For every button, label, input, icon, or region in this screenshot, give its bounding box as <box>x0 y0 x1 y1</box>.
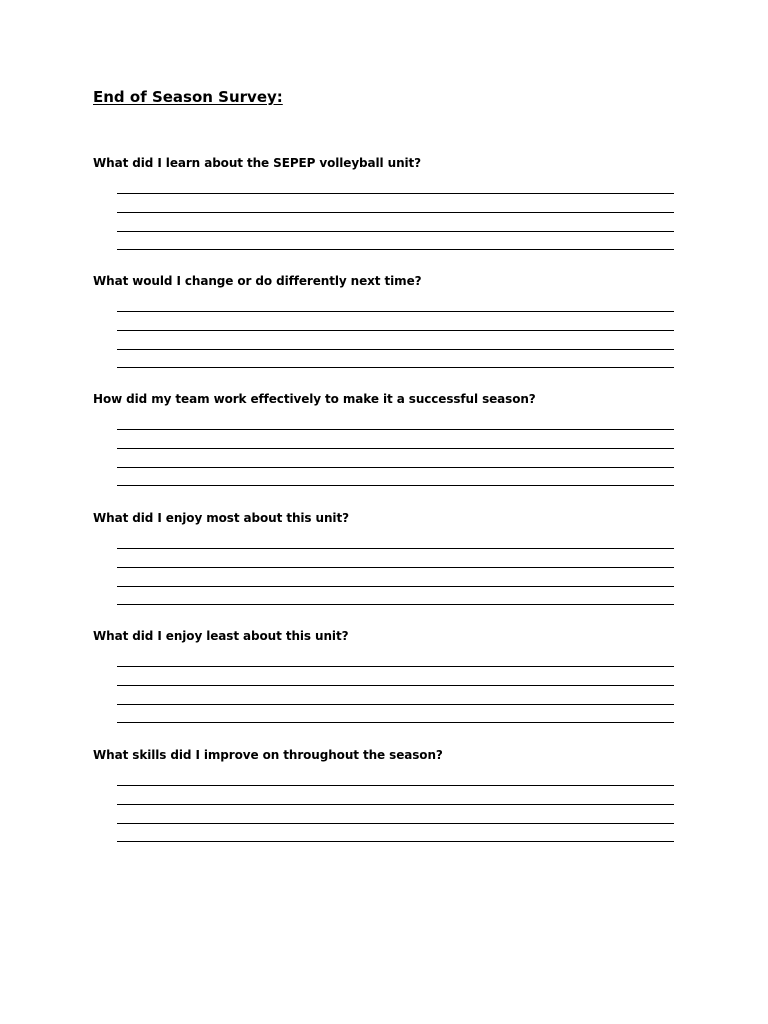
answer-line <box>117 429 674 430</box>
question-section-3 <box>0 392 768 502</box>
answer-line <box>117 685 674 686</box>
answer-line <box>117 548 674 549</box>
answer-line <box>117 467 674 468</box>
answer-line <box>117 841 674 842</box>
answer-line <box>117 349 674 350</box>
answer-line <box>117 567 674 568</box>
question-section-6 <box>0 748 768 858</box>
question-section-4 <box>0 511 768 621</box>
answer-line <box>117 367 674 368</box>
answer-line <box>117 212 674 213</box>
answer-line <box>117 604 674 605</box>
question-section-5 <box>0 629 768 739</box>
question-section-2 <box>0 274 768 384</box>
answer-line <box>117 448 674 449</box>
answer-line <box>117 311 674 312</box>
question-2-text: What would I change or do differently next time? <box>93 274 422 288</box>
answer-line <box>117 586 674 587</box>
question-section-1 <box>0 156 768 266</box>
answer-line <box>117 823 674 824</box>
answer-line <box>117 231 674 232</box>
answer-line <box>117 804 674 805</box>
answer-line <box>117 666 674 667</box>
question-1-text: What did I learn about the SEPEP volleyball unit? <box>93 156 422 170</box>
answer-line <box>117 722 674 723</box>
question-5-text: What did I enjoy least about this unit? <box>93 629 349 643</box>
page-title: End of Season Survey: <box>93 88 283 106</box>
answer-line <box>117 704 674 705</box>
answer-line <box>117 249 674 250</box>
answer-line <box>117 485 674 486</box>
question-3-text: How did my team work effectively to make it a successful season? <box>93 392 536 406</box>
question-4-text: What did I enjoy most about this unit? <box>93 511 349 525</box>
answer-line <box>117 785 674 786</box>
question-6-text: What skills did I improve on throughout the season? <box>93 748 443 762</box>
answer-line <box>117 330 674 331</box>
answer-line <box>117 193 674 194</box>
